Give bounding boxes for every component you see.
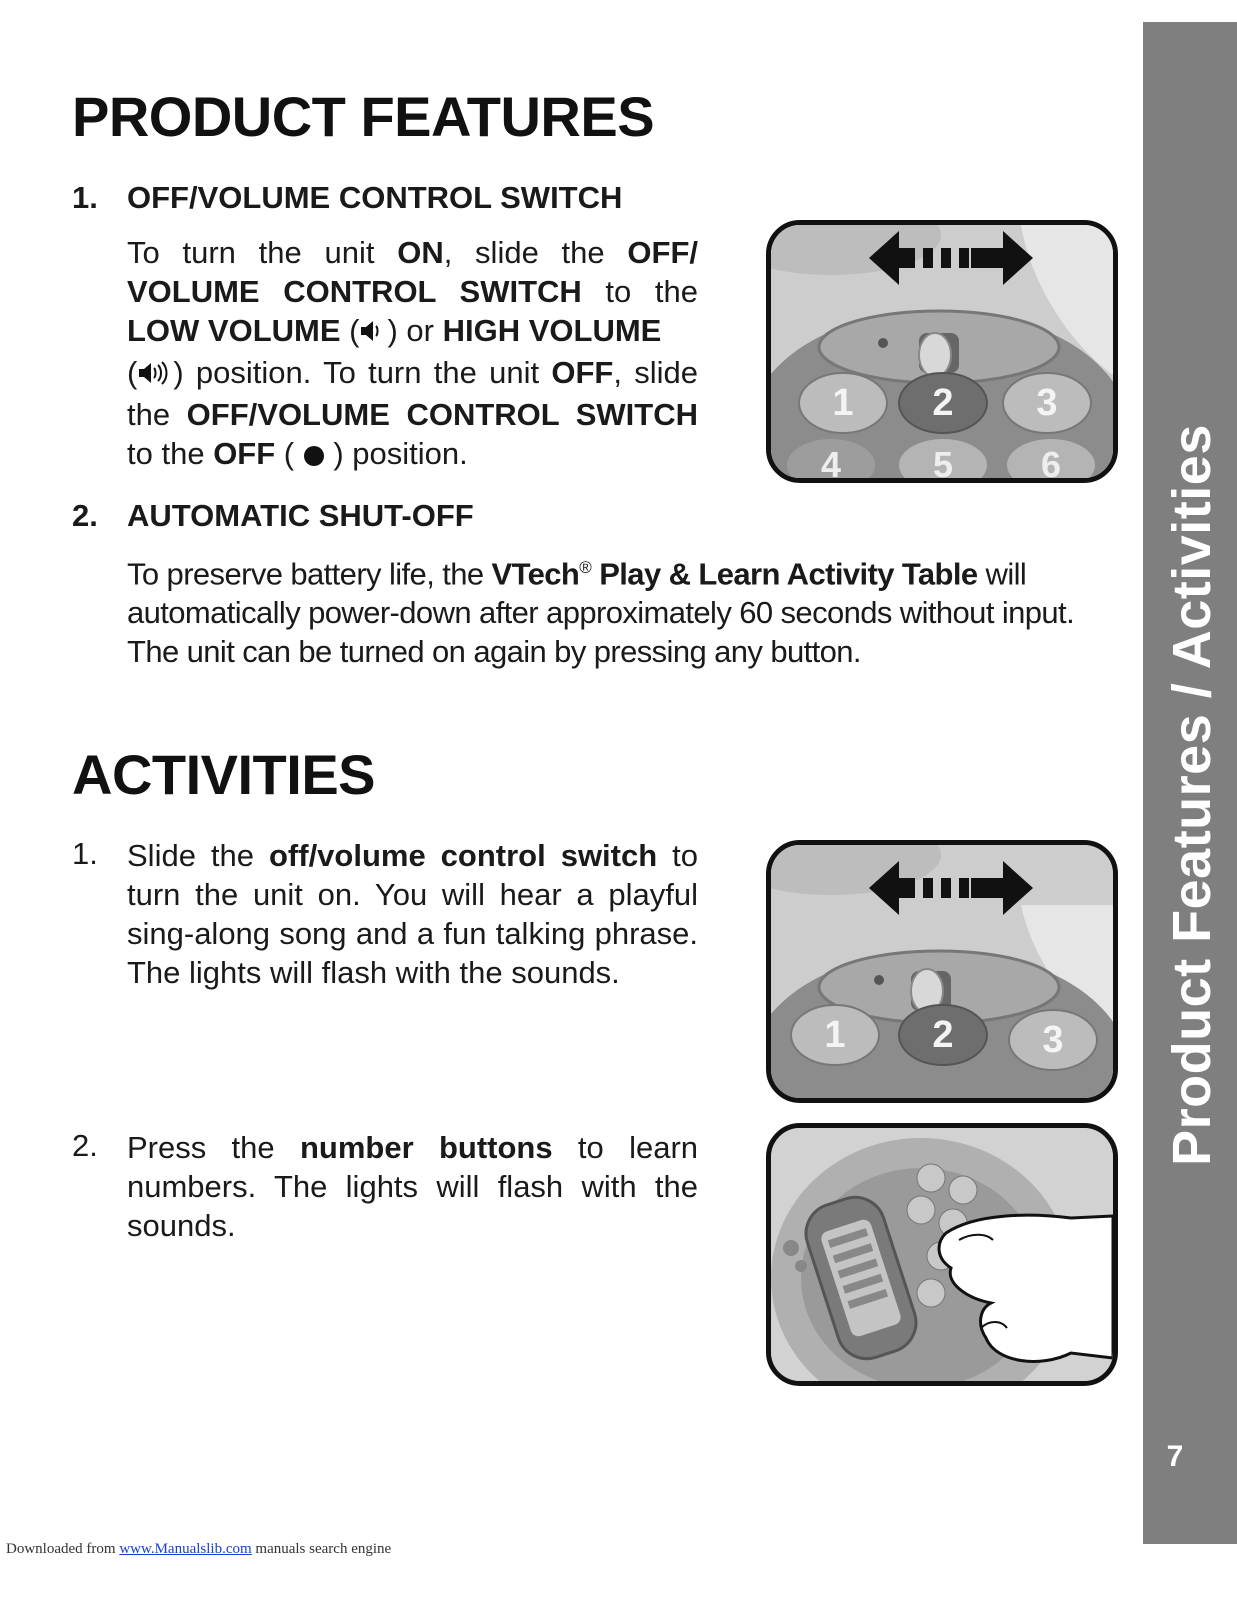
key-3-label: 3 [1036, 382, 1058, 424]
manualslib-link[interactable]: www.Manualslib.com [119, 1541, 252, 1557]
key-1-label: 1 [824, 1014, 846, 1056]
feature-2-text: To preserve battery life, the VTech® Play & Learn Activity Table will automatically power-down after approximately 60 seconds without input. The unit can be turned on again by pressing any button. [127, 556, 1075, 670]
step-2-text: Press the number buttons to learn numbers. The lights will flash with the sounds. [127, 1130, 699, 1243]
low-volume-icon [359, 314, 387, 353]
feature-1-heading [72, 180, 622, 216]
side-tab-title: Product Features / Activities [1162, 424, 1222, 1166]
feature-2-title: AUTOMATIC SHUT-OFF [127, 498, 474, 533]
key-2-label: 2 [932, 382, 954, 424]
key-4-label: 4 [820, 444, 842, 478]
activities-heading: ACTIVITIES [72, 743, 376, 806]
press-button-photo [766, 1123, 1118, 1386]
high-volume-icon [137, 356, 173, 395]
feature-2-number: 2. [72, 498, 98, 533]
off-dot-icon [303, 437, 325, 476]
switch-on-photo [766, 840, 1118, 1103]
key-5-label: 5 [932, 444, 954, 478]
step-1-number: 1. [72, 836, 98, 871]
feature-1-title: OFF/VOLUME CONTROL SWITCH [127, 180, 623, 215]
key-2-label: 2 [932, 1014, 954, 1056]
feature-1-text: To turn the unit ON, slide the OFF/ VOLUME CONTROL SWITCH to the LOW VOLUME ( ) or HIGH VOLUME ( ) position. To turn the unit OFF, slide the OFF/VOLUME CONTROL SWITCH to the OFF ( ) position. [127, 233, 698, 476]
key-3-label: 3 [1042, 1019, 1064, 1061]
step-2-number: 2. [72, 1128, 98, 1163]
key-6-label: 6 [1040, 444, 1062, 478]
feature-2-heading [72, 498, 474, 534]
feature-1-number: 1. [72, 180, 98, 215]
key-1-label: 1 [832, 382, 854, 424]
volume-switch-photo [766, 220, 1118, 483]
download-footer: Downloaded from www.Manualslib.com manuals search engine [6, 1541, 392, 1557]
features-heading: PRODUCT FEATURES [72, 85, 655, 148]
page-number: 7 [1166, 1440, 1184, 1473]
step-1-text: Slide the off/volume control switch to turn the unit on. You will hear a playful sing-along song and a fun talking phrase. The lights will flash with the sounds. [127, 838, 698, 990]
